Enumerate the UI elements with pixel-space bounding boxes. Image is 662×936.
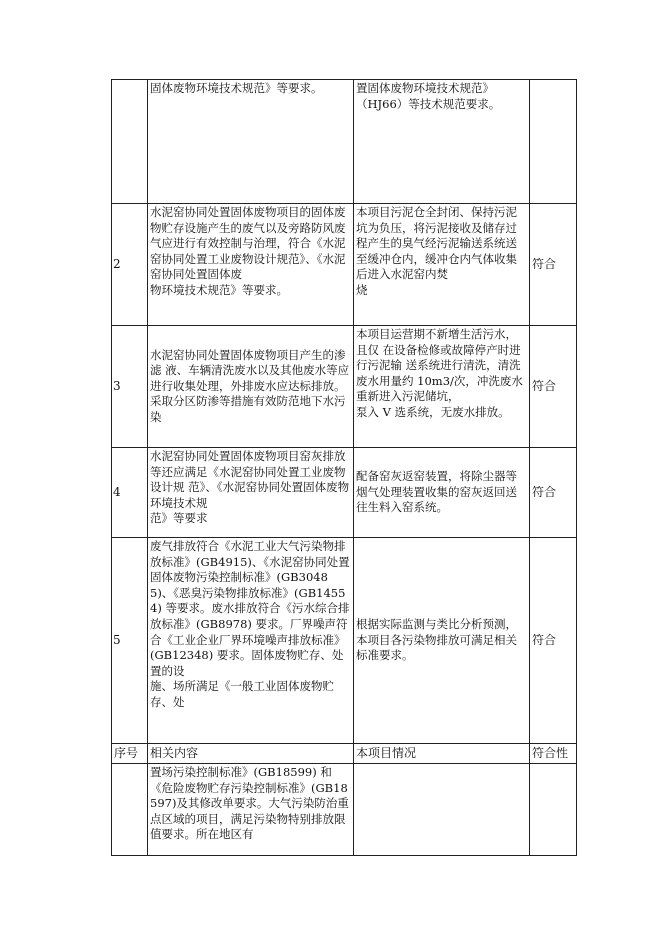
compliance-table (111, 79, 577, 856)
row-situation (354, 764, 530, 856)
row-content: 置场污染控制标准》(GB18599) 和《危险废物贮存污染控制标准》(GB18597)及其修改单要求。大气污染防治重点区域的项目，满足污染物特别排放限值要求。所在地区有 (148, 764, 354, 856)
row-content: 水泥窑协同处置固体废物项目的固体废物贮存设施产生的废气以及旁路防风废气应进行有效控制与治理，符合《水泥窑协同处置工业废物设计规范》、《水泥窑协同处置固体废 物环境技术规范》等要求。 (148, 204, 354, 326)
row-situation: 配备窑灰返窑装置，将除尘器等烟气处理装置收集的窑灰返回送往生料入窑系统。 (354, 448, 530, 538)
row-compliance (530, 764, 577, 856)
row-situation: 本项目运营期不新增生活污水，且仅 在设备检修或故障停产时进行污泥输 送系统进行清洗，清洗废水用量约 10m3/次，冲洗废水重新进入污泥储坑， 泵入 V 选系统，无废水排放。 (354, 326, 530, 448)
table-header-row (112, 744, 577, 764)
row-situation: 置固体废物环境技术规范》 （HJ66）等技术规范要求。 (354, 80, 530, 204)
header-content: 相关内容 (148, 744, 354, 764)
row-index: 2 (112, 204, 148, 326)
row-compliance: 符合 (530, 538, 577, 744)
row-index: 4 (112, 448, 148, 538)
row-index: 5 (112, 538, 148, 744)
row-index (112, 764, 148, 856)
header-compliance: 符合性 (530, 744, 577, 764)
row-situation: 本项目污泥仓全封闭、保持污泥坑为负压，将污泥接收及储存过程产生的臭气经污泥输送系统送至缓冲仓内，缓冲仓内气体收集后进入水泥窑内焚 烧 (354, 204, 530, 326)
table-row (112, 538, 577, 744)
header-index: 序号 (112, 744, 148, 764)
row-index (112, 80, 148, 204)
row-compliance: 符合 (530, 326, 577, 448)
row-content: 水泥窑协同处置固体废物项目窑灰排放等还应满足《水泥窑协同处置工业废物设计规 范》、《水泥窑协同处置固体废物环境技术规 范》等要求 (148, 448, 354, 538)
row-compliance (530, 80, 577, 204)
table-row (112, 448, 577, 538)
row-content: 固体废物环境技术规范》等要求。 (148, 80, 354, 204)
row-compliance: 符合 (530, 448, 577, 538)
row-content: 水泥窑协同处置固体废物项目产生的渗滤 液、车辆清洗废水以及其他废水等应进行收集处理，外排废水应达标排放。采取分区防渗等措施有效防范地下水污染 (148, 326, 354, 448)
header-situation: 本项目情况 (354, 744, 530, 764)
row-compliance: 符合 (530, 204, 577, 326)
row-content: 废气排放符合《水泥工业大气污染物排放标准》(GB4915)、《水泥窑协同处置固体废物污染控制标准》(GB30485)、《恶臭污染物排放标准》(GB14554) 等要求。废水排放符合《污水综合排放标准》(GB8978) 要求。厂界噪声符合《工业企业厂界环境噪声排放标准》 (GB12348) 要求。固体废物贮存、处置的设 施、场所满足《一般工业固体废物贮存、处 (148, 538, 354, 744)
table-row (112, 80, 577, 204)
table-row (112, 326, 577, 448)
row-index: 3 (112, 326, 148, 448)
table-row (112, 204, 577, 326)
row-situation: 根据实际监测与类比分析预测，本项目各污染物排放可满足相关标准要求。 (354, 538, 530, 744)
table-row (112, 764, 577, 856)
